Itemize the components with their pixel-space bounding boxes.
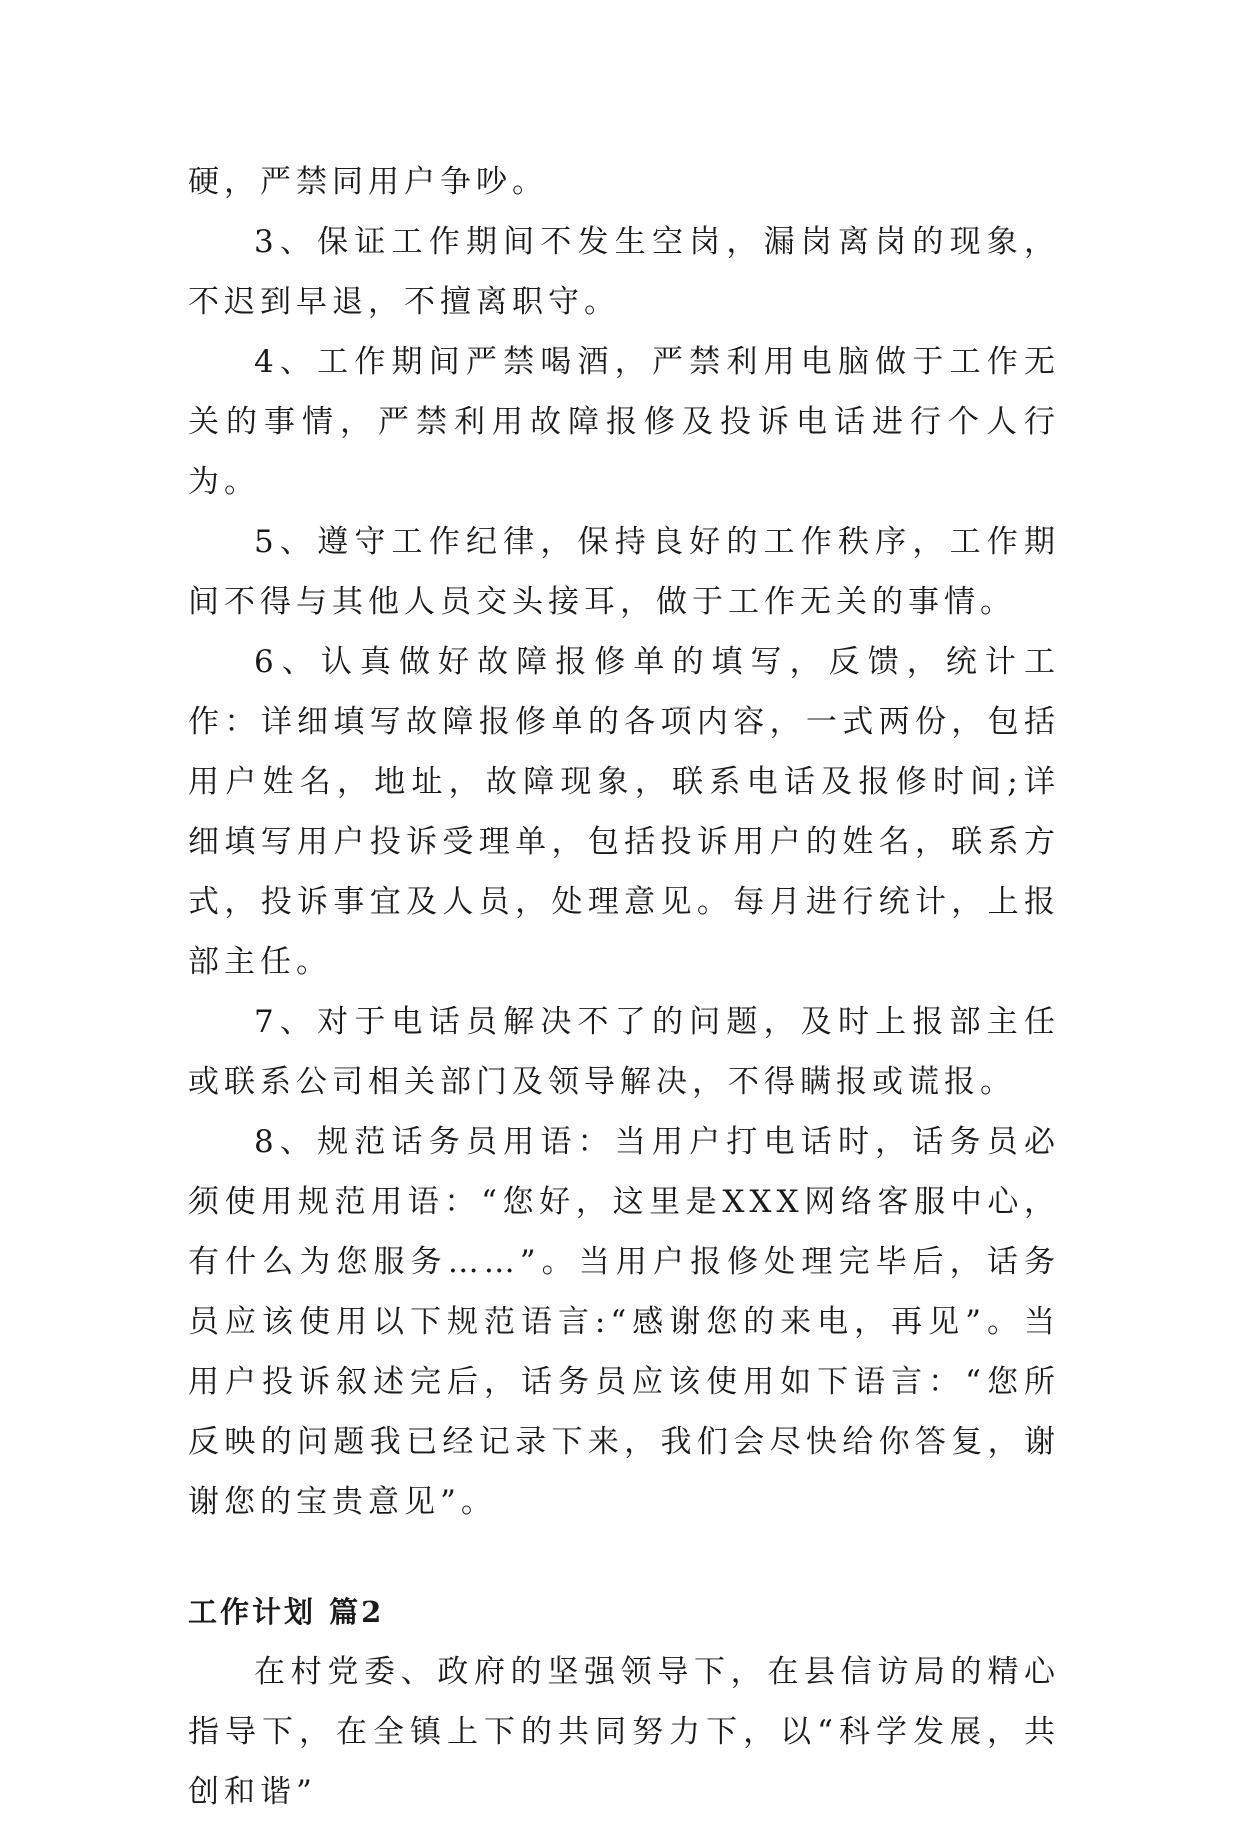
document-page <box>188 152 1060 1822</box>
paragraph-continuation: 硬，严禁同用户争吵。 <box>188 164 548 200</box>
section-heading: 工作计划 篇2 <box>188 1595 385 1629</box>
paragraph-item-4: 4、工作期间严禁喝酒，严禁利用电脑做于工作无关的事情，严禁利用故障报修及投诉电话进行个人行为。 <box>188 344 1060 500</box>
paragraph-item-8: 8、规范话务员用语：当用户打电话时，话务员必须使用规范用语：“您好，这里是XXX网络客服中心，有什么为您服务……”。当用户报修处理完毕后，话务员应该使用以下规范语言:“感谢您的来电，再见”。当用户投诉叙述完后，话务员应该使用如下语言：“您所反映的问题我已经记录下来，我们会尽快给你答复，谢谢您的宝贵意见”。 <box>188 1124 1060 1520</box>
paragraph-item-5: 5、遵守工作纪律，保持良好的工作秩序，工作期间不得与其他人员交头接耳，做于工作无关的事情。 <box>188 524 1060 620</box>
paragraph-item-6: 6、认真做好故障报修单的填写，反馈，统计工作：详细填写故障报修单的各项内容，一式两份，包括用户姓名，地址，故障现象，联系电话及报修时间;详细填写用户投诉受理单，包括投诉用户的姓名，联系方式，投诉事宜及人员，处理意见。每月进行统计，上报部主任。 <box>188 644 1060 980</box>
paragraph-item-3: 3、保证工作期间不发生空岗，漏岗离岗的现象，不迟到早退，不擅离职守。 <box>188 224 1060 320</box>
section-2-paragraph: 在村党委、政府的坚强领导下，在县信访局的精心指导下，在全镇上下的共同努力下，以“科学发展，共创和谐” <box>188 1654 1060 1810</box>
paragraph-item-7: 7、对于电话员解决不了的问题，及时上报部主任或联系公司相关部门及领导解决，不得瞒报或谎报。 <box>188 1004 1060 1100</box>
